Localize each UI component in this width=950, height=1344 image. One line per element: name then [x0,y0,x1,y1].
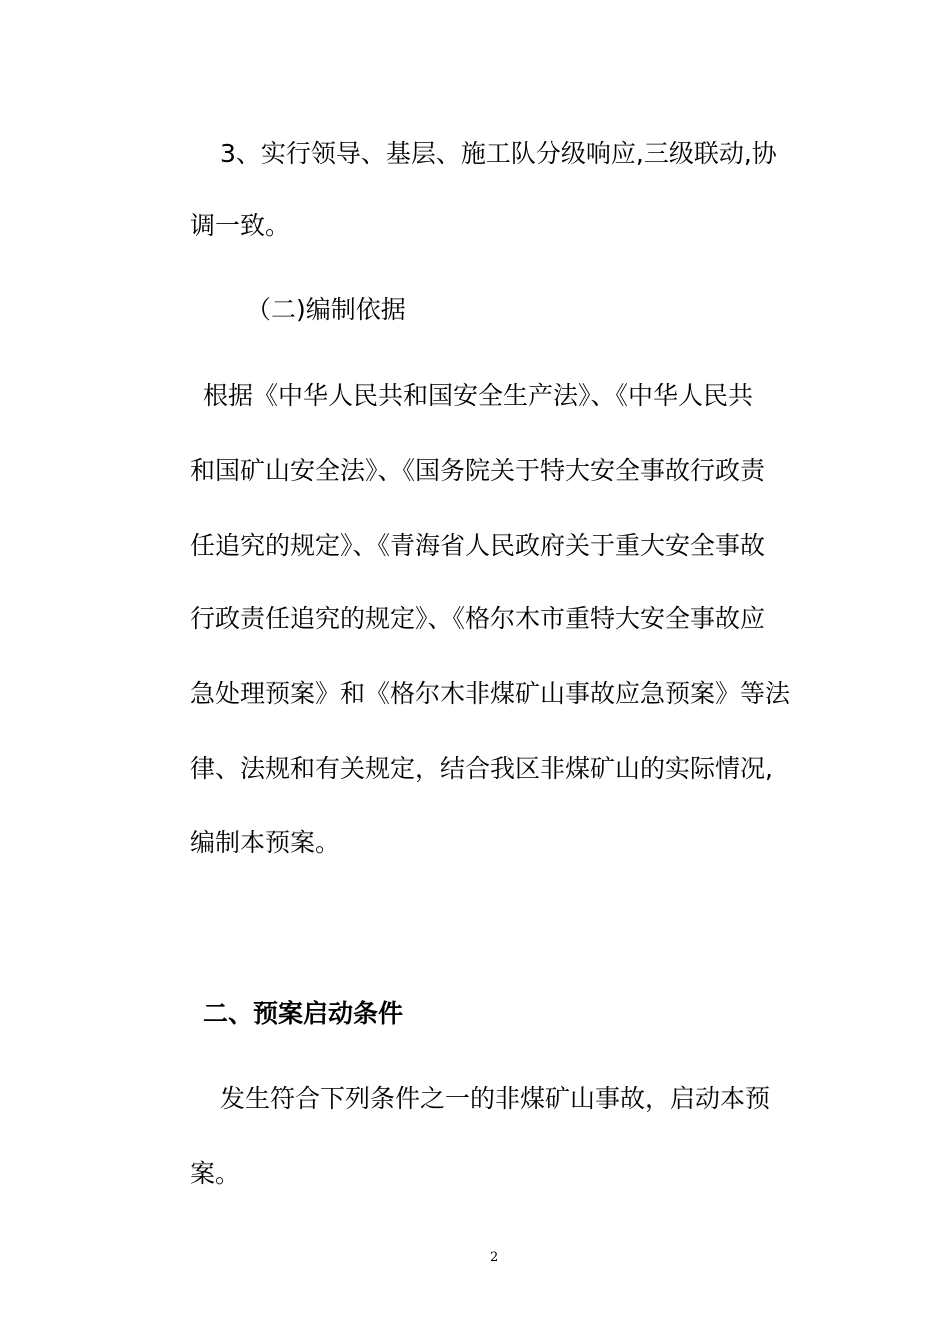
basis-body-line3: 任追究的规定》、《青海省人民政府关于重大安全事故 [190,531,766,560]
section2-body-line1: 发生符合下列条件之一的非煤矿山事故，启动本预 [220,1084,771,1113]
basis-body-line7: 编制本预案。 [190,828,341,857]
basis-body-line5: 急处理预案》和《格尔木非煤矿山事故应急预案》等法 [190,679,791,708]
basis-body-line2: 和国矿山安全法》、《国务院关于特大安全事故行政责 [190,456,766,485]
basis-body-line4: 行政责任追究的规定》、《格尔木市重特大安全事故应 [190,604,766,633]
page-number: 2 [490,1250,499,1265]
section2-heading: 二、预案启动条件 [203,999,404,1028]
item3-line2: 调一致。 [190,211,291,240]
item3-line1: 3、实行领导、基层、施工队分级响应,三级联动,协 [220,139,777,168]
basis-body-line6: 律、法规和有关规定，结合我区非煤矿山的实际情况, [190,754,773,783]
section2-body-line2: 案。 [190,1159,241,1188]
basis-body-line1: 根据《中华人民共和国安全生产法》、《中华人民共 [203,381,754,410]
basis-heading: （二)编制依据 [246,295,406,324]
